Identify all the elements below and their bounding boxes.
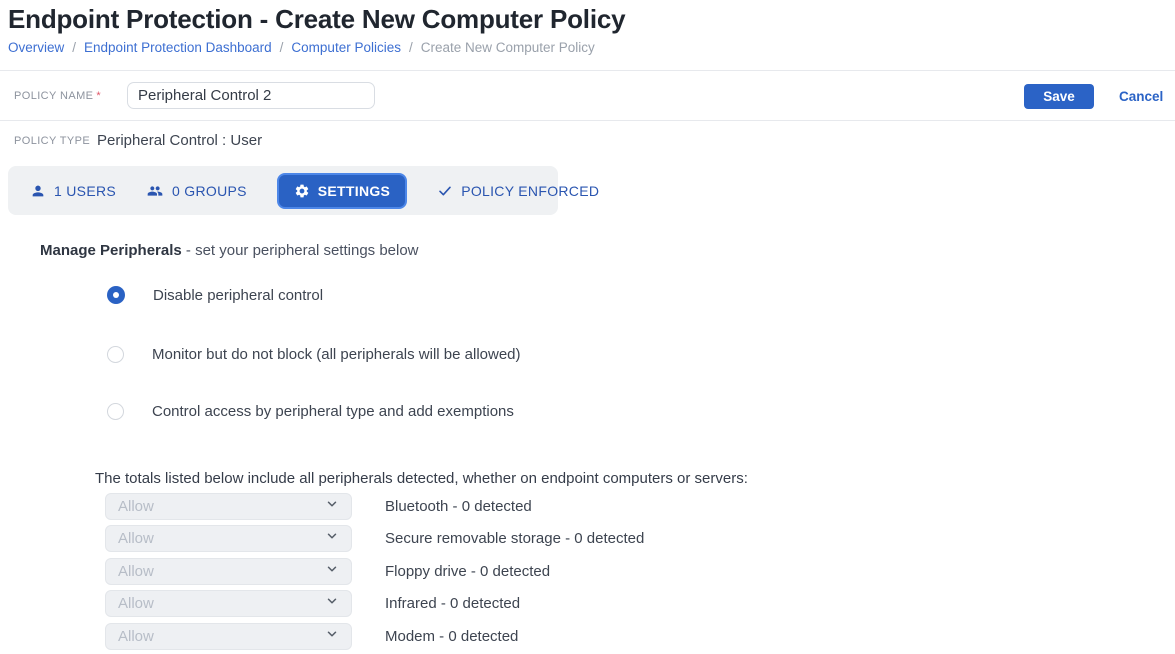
policy-type-label: POLICY TYPE bbox=[14, 135, 91, 147]
gear-icon bbox=[294, 183, 310, 199]
peripheral-label: Infrared - 0 detected bbox=[385, 595, 521, 612]
section-heading-rest: - set your peripheral settings below bbox=[181, 242, 419, 259]
peripheral-label: Floppy drive - 0 detected bbox=[385, 563, 551, 580]
tab-users[interactable] bbox=[30, 183, 116, 199]
breadcrumb-link-overview[interactable]: Overview bbox=[8, 40, 65, 55]
radio-disable-peripheral-control[interactable] bbox=[107, 286, 323, 304]
cancel-button[interactable]: Cancel bbox=[1119, 89, 1164, 104]
bluetooth-action-select[interactable] bbox=[105, 493, 352, 520]
peripheral-row-secure-removable-storage bbox=[105, 525, 644, 552]
secure-removable-storage-action-select[interactable] bbox=[105, 525, 352, 552]
chevron-down-icon bbox=[325, 627, 339, 646]
tab-groups[interactable] bbox=[146, 183, 247, 199]
breadcrumb-separator: / bbox=[408, 40, 413, 55]
tab-settings[interactable] bbox=[277, 173, 407, 209]
chevron-down-icon bbox=[325, 497, 339, 516]
chevron-down-icon bbox=[325, 529, 339, 548]
breadcrumb-link-endpoint-protection-dashboard[interactable]: Endpoint Protection Dashboard bbox=[84, 40, 272, 55]
select-value: Allow bbox=[118, 628, 154, 645]
peripheral-label: Secure removable storage - 0 detected bbox=[385, 530, 645, 547]
select-value: Allow bbox=[118, 563, 154, 580]
divider bbox=[0, 70, 1175, 71]
policy-name-input[interactable] bbox=[127, 82, 375, 109]
section-heading-bold: Manage Peripherals bbox=[40, 242, 182, 259]
users-icon bbox=[146, 183, 164, 199]
radio-control-access[interactable] bbox=[107, 403, 514, 420]
radio-monitor-not-block[interactable] bbox=[107, 346, 521, 363]
breadcrumb bbox=[8, 40, 595, 55]
radio-selected-icon[interactable] bbox=[107, 286, 125, 304]
policy-type-value: Peripheral Control : User bbox=[97, 132, 263, 149]
infrared-action-select[interactable] bbox=[105, 590, 352, 617]
radio-label: Monitor but do not block (all peripherals will be allowed) bbox=[152, 346, 521, 363]
tab-settings-label: SETTINGS bbox=[317, 182, 391, 199]
breadcrumb-separator: / bbox=[279, 40, 284, 55]
tab-users-label: 1 USERS bbox=[54, 182, 117, 199]
peripheral-row-floppy-drive bbox=[105, 558, 550, 585]
peripheral-label: Bluetooth - 0 detected bbox=[385, 498, 532, 515]
tab-policy-enforced[interactable] bbox=[437, 183, 599, 199]
chevron-down-icon bbox=[325, 562, 339, 581]
radio-unselected-icon[interactable] bbox=[107, 346, 124, 363]
totals-note: The totals listed below include all peripherals detected, whether on endpoint computers or servers: bbox=[95, 470, 748, 487]
breadcrumb-link-computer-policies[interactable]: Computer Policies bbox=[291, 40, 401, 55]
peripheral-row-bluetooth bbox=[105, 493, 532, 520]
tab-groups-label: 0 GROUPS bbox=[172, 182, 247, 199]
modem-action-select[interactable] bbox=[105, 623, 352, 650]
select-value: Allow bbox=[118, 595, 154, 612]
peripheral-label: Modem - 0 detected bbox=[385, 628, 519, 645]
select-value: Allow bbox=[118, 498, 154, 515]
required-asterisk: * bbox=[96, 90, 102, 102]
section-heading bbox=[40, 242, 419, 259]
radio-label: Control access by peripheral type and add exemptions bbox=[152, 403, 514, 420]
floppy-drive-action-select[interactable] bbox=[105, 558, 352, 585]
chevron-down-icon bbox=[325, 594, 339, 613]
page-title: Endpoint Protection - Create New Computer Policy bbox=[8, 4, 626, 34]
peripheral-row-infrared bbox=[105, 590, 520, 617]
radio-unselected-icon[interactable] bbox=[107, 403, 124, 420]
breadcrumb-current-page: Create New Computer Policy bbox=[420, 40, 595, 55]
select-value: Allow bbox=[118, 530, 154, 547]
breadcrumb-separator: / bbox=[72, 40, 77, 55]
peripheral-row-modem bbox=[105, 623, 518, 650]
check-icon bbox=[437, 183, 453, 199]
save-button[interactable]: Save bbox=[1024, 84, 1094, 109]
radio-label: Disable peripheral control bbox=[153, 286, 324, 304]
user-icon bbox=[30, 183, 46, 199]
divider bbox=[0, 120, 1175, 121]
policy-name-label: POLICY NAME * bbox=[14, 90, 102, 102]
tab-bar bbox=[8, 166, 600, 215]
tab-policy-enforced-label: POLICY ENFORCED bbox=[461, 182, 600, 199]
